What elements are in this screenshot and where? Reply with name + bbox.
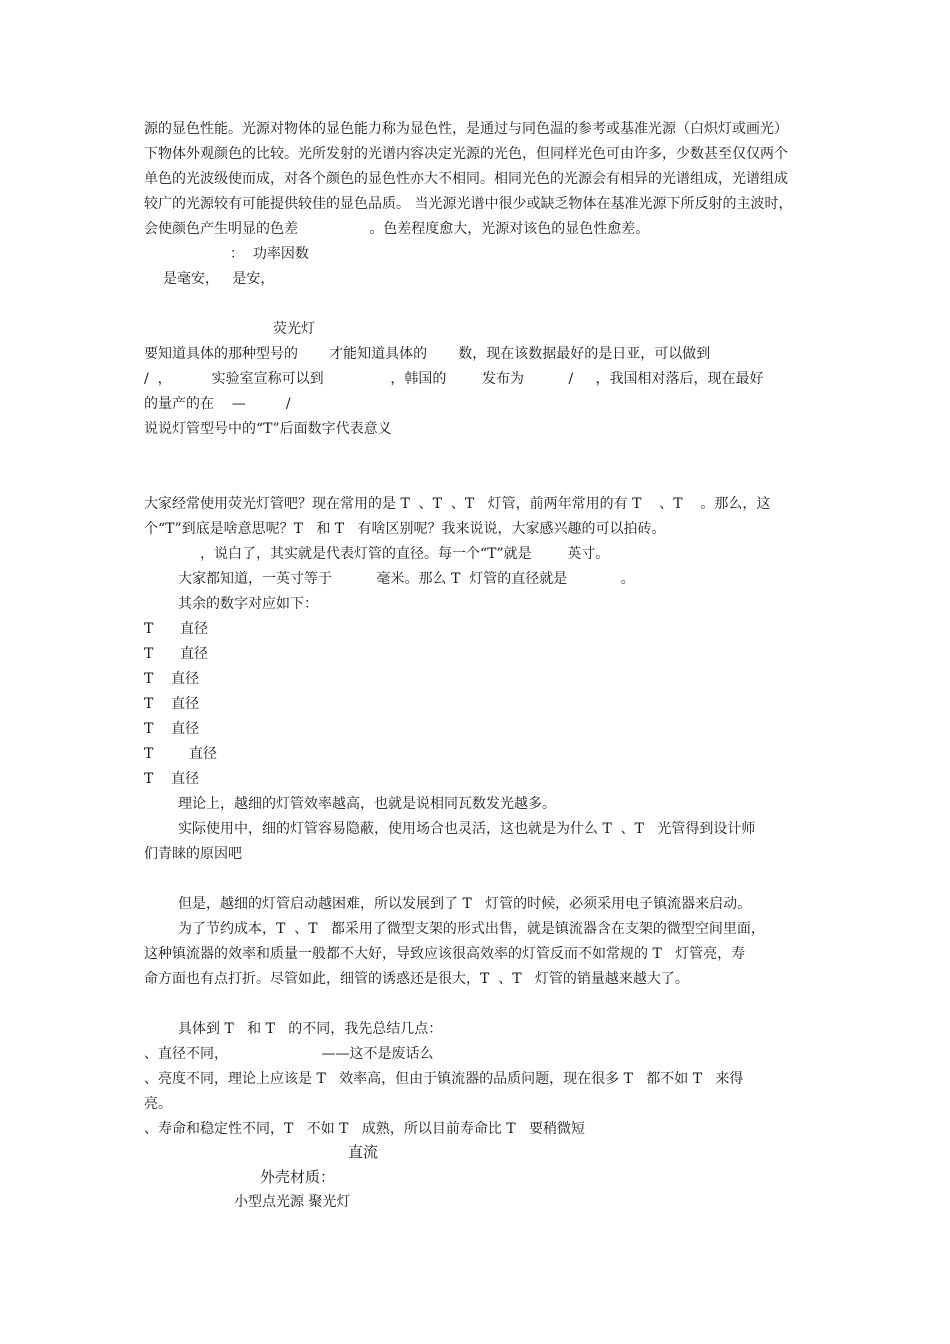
paragraph-line: 源的显色性能。光源对物体的显色能力称为显色性，是通过与同色温的参考或基准光源（白炽灯或画光） bbox=[144, 121, 788, 137]
paragraph-line: 理论上，越细的灯管效率越高，也就是说相同瓦数发光越多。 bbox=[178, 796, 556, 812]
paragraph-line: 其余的数字对应如下： bbox=[178, 596, 318, 612]
label-housing-material: 外壳材质： bbox=[260, 1168, 336, 1186]
paragraph-line: 会使颜色产生明显的色差 。色差程度愈大，光源对该色的显色性愈差。 bbox=[144, 221, 650, 237]
paragraph-line: 但是，越细的灯管启动越困难，所以发展到了 T 灯管的时候，必须采用电子镇流器来启动。 bbox=[178, 896, 752, 912]
paragraph-line: 大家经常使用荧光灯管吧？现在常用的是 T 、T 、T 灯管，前两年常用的有 T 、T 。那么，这 bbox=[144, 496, 771, 512]
paragraph-line: 个“T”到底是啥意思呢？T 和 T 有啥区别呢？我来说说，大家感兴趣的可以拍砖。 bbox=[144, 521, 666, 537]
difference-list-item: 、寿命和稳定性不同，T 不如 T 成熟，所以目前寿命比 T 要稍微短 bbox=[144, 1121, 585, 1137]
diameter-list-item: T 直径 bbox=[144, 671, 200, 687]
paragraph-line: 亮。 bbox=[144, 1096, 172, 1112]
paragraph-line: 具体到 T 和 T 的不同，我先总结几点： bbox=[178, 1021, 443, 1037]
diameter-list-item: T 直径 bbox=[144, 646, 209, 662]
paragraph-line: 单色的光波级使而成，对各个颜色的显色性亦大不相同。相同光色的光源会有相异的光谱组成，光谱组成 bbox=[144, 171, 788, 187]
paragraph-line: / ， 实验室宣称可以到 ，韩国的 发布为 / ，我国相对落后，现在最好 bbox=[144, 371, 764, 387]
label-small-point-light: 小型点光源 聚光灯 bbox=[234, 1194, 351, 1210]
paragraph-line: 为了节约成本，T 、T 都采用了微型支架的形式出售，就是镇流器含在支架的微型空间里面， bbox=[178, 921, 765, 937]
paragraph-line: 要知道具体的那种型号的 才能知道具体的 数，现在该数据最好的是日亚，可以做到 bbox=[144, 346, 711, 362]
diameter-list-item: T 直径 bbox=[144, 746, 217, 762]
paragraph-line: 这种镇流器的效率和质量一般都不大好，导致应该很高效率的灯管反而不如常规的 T 灯管亮，寿 bbox=[144, 946, 746, 962]
paragraph-line: 的量产的在 — / bbox=[144, 396, 291, 412]
unit-note-line: 是毫安， 是安， bbox=[163, 271, 275, 287]
heading-direct-current: 直流 bbox=[348, 1143, 379, 1161]
paragraph-line: 们青睐的原因吧 bbox=[144, 846, 242, 862]
difference-list-item: 、直径不同， ——这不是废话么 bbox=[144, 1046, 434, 1062]
section-heading-t-number: 说说灯管型号中的“T”后面数字代表意义 bbox=[144, 421, 392, 437]
difference-list-item: 、亮度不同，理论上应该是 T 效率高，但由于镇流器的品质问题，现在很多 T 都不如 T 来得 bbox=[144, 1071, 744, 1087]
section-title-fluorescent: 荧光灯 bbox=[273, 321, 315, 337]
diameter-list-item: T 直径 bbox=[144, 721, 200, 737]
paragraph-line: 实际使用中，细的灯管容易隐蔽，使用场合也灵活，这也就是为什么 T 、T 光管得到设计师 bbox=[178, 821, 756, 837]
paragraph-line: 较广的光源较有可能提供较佳的显色品质。 当光源光谱中很少或缺乏物体在基准光源下所反射的主波时， bbox=[144, 196, 793, 212]
paragraph-line: 大家都知道，一英寸等于 毫米。那么 T 灯管的直径就是 。 bbox=[178, 571, 635, 587]
paragraph-line: ，说白了，其实就是代表灯管的直径。每一个“T”就是 英寸。 bbox=[200, 546, 610, 562]
diameter-list-item: T 直径 bbox=[144, 771, 200, 787]
power-factor-line: ： 功率因数 bbox=[230, 246, 309, 262]
paragraph-line: 命方面也有点打折。尽管如此，细管的诱惑还是很大，T 、T 灯管的销量越来越大了。 bbox=[144, 971, 689, 987]
diameter-list-item: T 直径 bbox=[144, 621, 209, 637]
paragraph-line: 下物体外观颜色的比较。光所发射的光谱内容决定光源的光色，但同样光色可由许多，少数甚至仅仅两个 bbox=[144, 146, 788, 162]
diameter-list-item: T 直径 bbox=[144, 696, 200, 712]
